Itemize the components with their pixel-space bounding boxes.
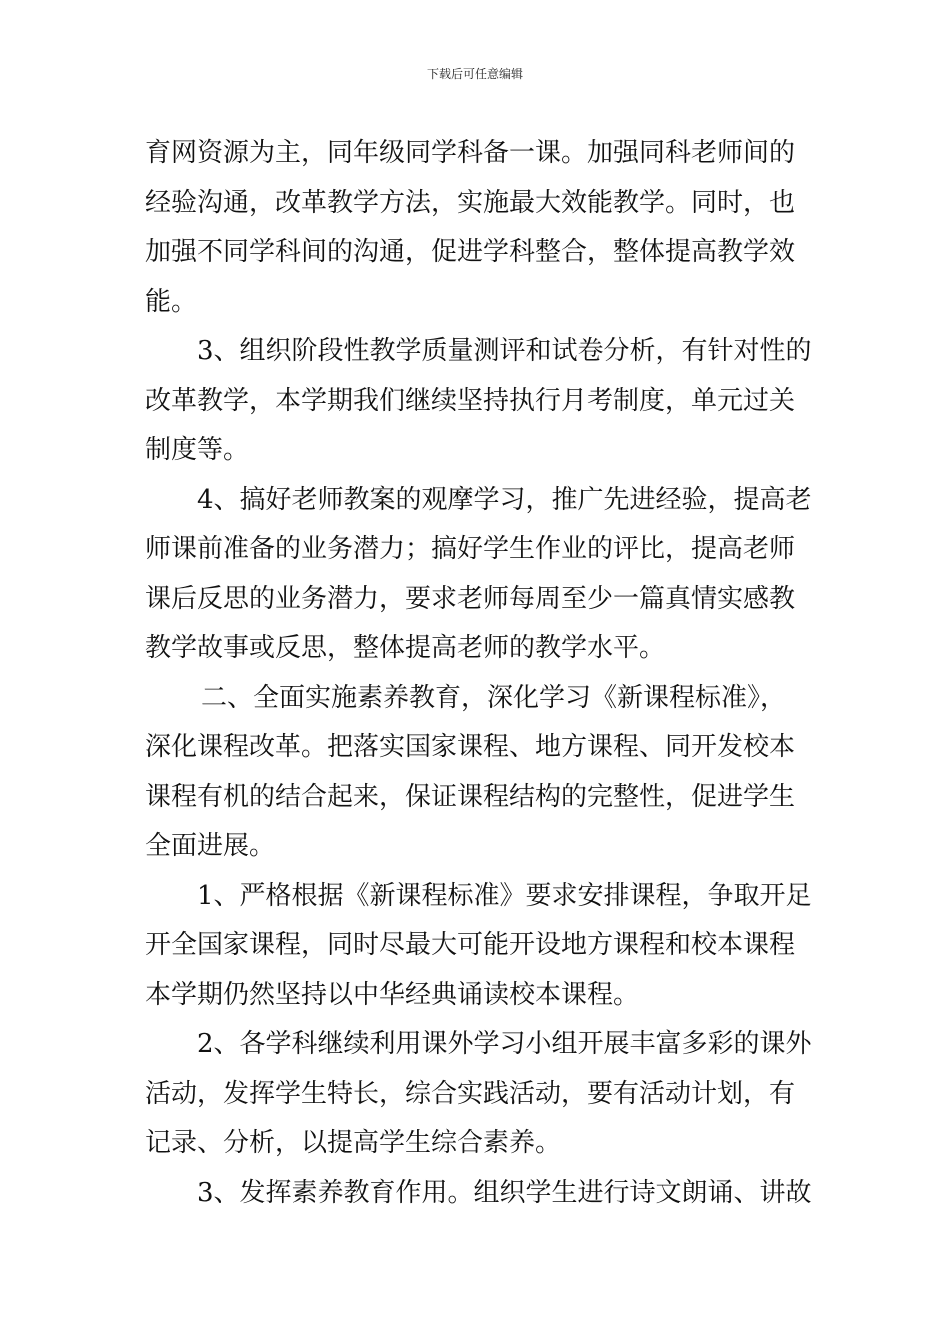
text-line: 能。: [145, 286, 198, 317]
text-line: 加强不同学科间的沟通，促进学科整合，整体提高教学效: [145, 237, 796, 267]
text-line: 课程有机的结合起来，保证课程结构的完整性，促进学生: [145, 781, 796, 812]
text-line: 活动，发挥学生特长，综合实践活动，要有活动计划，有: [145, 1078, 796, 1109]
text-line: 开全国家课程，同时尽最大可能开设地方课程和校本课程: [145, 930, 796, 960]
text-line: 二、全面实施素养教育，深化学习《新课程标准》，: [201, 682, 787, 713]
text-line: 4、搞好老师教案的观摩学习，推广先进经验，提高老: [197, 484, 812, 515]
text-line: 本学期仍然坚持以中华经典诵读校本课程。: [145, 979, 640, 1010]
text-line: 1、严格根据《新课程标准》要求安排课程，争取开足: [197, 880, 812, 911]
text-line: 师课前准备的业务潜力；搞好学生作业的评比，提高老师: [145, 534, 796, 564]
text-line: 改革教学，本学期我们继续坚持执行月考制度，单元过关: [145, 385, 796, 416]
text-line: 全面进展。: [145, 831, 276, 861]
text-line: 深化课程改革。把落实国家课程、地方课程、同开发校本: [145, 732, 796, 762]
page-header: 下载后可任意编辑: [426, 67, 523, 81]
document-body: [145, 129, 817, 1218]
text-line: 教学故事或反思，整体提高老师的教学水平。: [145, 633, 666, 663]
text-line: 2、各学科继续利用课外学习小组开展丰富多彩的课外: [197, 1029, 812, 1059]
text-line: 经验沟通，改革教学方法，实施最大效能教学。同时，也: [145, 187, 796, 218]
text-line: 3、组织阶段性教学质量测评和试卷分析，有针对性的: [197, 336, 812, 366]
text-line: 课后反思的业务潜力，要求老师每周至少一篇真情实感教: [145, 583, 796, 614]
text-line: 制度等。: [145, 435, 250, 465]
text-line: 3、发挥素养教育作用。组织学生进行诗文朗诵、讲故: [197, 1177, 812, 1208]
text-line: 记录、分析，以提高学生综合素养。: [145, 1128, 562, 1158]
text-line: 育网资源为主，同年级同学科备一课。加强同科老师间的: [145, 138, 796, 168]
